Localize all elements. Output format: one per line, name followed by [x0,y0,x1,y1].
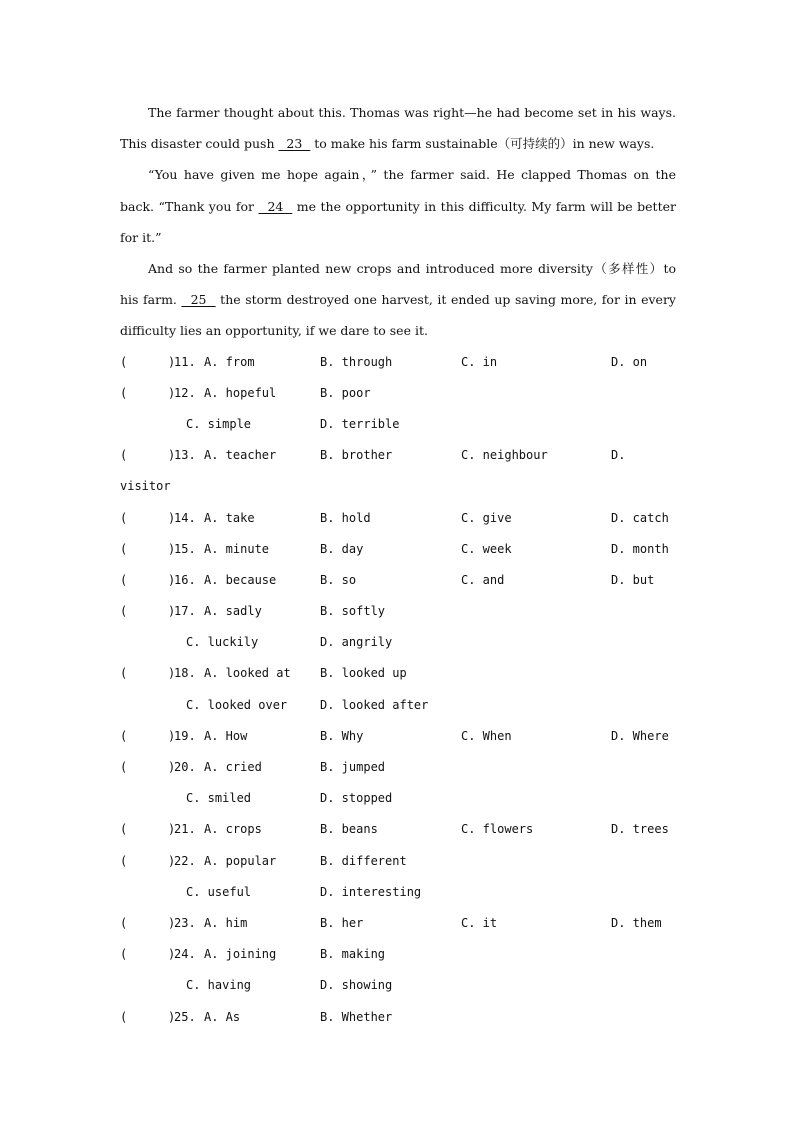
option-d: D. catch [611,511,669,525]
option-b: B. Whether [320,1010,393,1024]
passage-text: “You have given me hope again，” the farmer said. He clapped Thomas on the back. “Thank you for [120,167,676,214]
option-d: D. trees [611,822,669,836]
option-b: B. beans [320,822,378,836]
answer-paren-open: ( [120,542,128,556]
option-a: A. him [204,916,248,930]
option-d: D. showing [320,978,393,992]
passage-text: me the opportunity in this difficulty. My farm will be better for it.” [120,198,676,245]
question-22 [0,851,794,871]
question-24 [0,944,794,964]
option-d: D. but [611,573,655,587]
answer-paren-close: ) [168,760,176,774]
option-b: B. poor [320,386,371,400]
option-c: C. smiled [186,791,252,805]
option-a: A. cried [204,760,262,774]
option-c: C. simple [186,417,252,431]
question-number: 23. [174,916,196,930]
option-c: C. useful [186,885,252,899]
question-number: 17. [174,604,196,618]
option-a: A. looked at [204,666,291,680]
option-b: B. making [320,947,386,961]
answer-paren-open: ( [120,947,128,961]
option-d: D. angrily [320,635,393,649]
option-b: B. day [320,542,364,556]
question-16 [0,570,794,590]
answer-paren-open: ( [120,511,128,525]
option-a: A. popular [204,854,277,868]
option-a: A. hopeful [204,386,277,400]
option-a: A. joining [204,947,277,961]
option-d: D. stopped [320,791,393,805]
blank-24: 24 [258,198,293,214]
option-a: A. take [204,511,255,525]
option-c: C. neighbour [461,448,548,462]
question-21 [0,819,794,839]
passage-text: to make his farm sustainable（可持续的）in new ways. [310,136,655,152]
question-number: 24. [174,947,196,961]
option-c: C. week [461,542,512,556]
answer-paren-open: ( [120,760,128,774]
answer-paren-close: ) [168,604,176,618]
answer-paren-close: ) [168,947,176,961]
blank-25: 25 [181,292,216,308]
answer-paren-close: ) [168,729,176,743]
question-20-line-2 [0,788,794,808]
option-b: B. hold [320,511,371,525]
question-number: 15. [174,542,196,556]
option-a: A. because [204,573,277,587]
option-b: B. softly [320,604,386,618]
question-number: 11. [174,355,196,369]
question-13 [0,445,794,465]
option-b: B. different [320,854,407,868]
option-c: C. looked over [186,698,288,712]
answer-paren-open: ( [120,604,128,618]
answer-paren-open: ( [120,448,128,462]
option-d: D. terrible [320,417,400,431]
option-b: B. jumped [320,760,386,774]
question-15 [0,539,794,559]
question-number: 21. [174,822,196,836]
question-number: 19. [174,729,196,743]
answer-paren-close: ) [168,542,176,556]
answer-paren-close: ) [168,386,176,400]
answer-paren-close: ) [168,666,176,680]
question-17 [0,601,794,621]
question-number: 25. [174,1010,196,1024]
answer-paren-close: ) [168,916,176,930]
answer-paren-close: ) [168,448,176,462]
option-b: B. Why [320,729,364,743]
option-b: B. brother [320,448,393,462]
answer-paren-close: ) [168,511,176,525]
passage-text: And so the farmer planted new crops and introduced more diversity（多样性）to his farm. [120,261,676,308]
option-d: D. interesting [320,885,422,899]
question-12 [0,383,794,403]
answer-paren-open: ( [120,854,128,868]
question-19 [0,726,794,746]
option-b: B. so [320,573,357,587]
option-d: D. [611,448,626,462]
option-c: C. When [461,729,512,743]
option-c: C. having [186,978,252,992]
option-c: C. and [461,573,505,587]
question-13-wrap [0,476,794,496]
option-a: A. minute [204,542,270,556]
passage-text: The farmer thought about this. Thomas was right—he had become set in his ways. This disaster could push [120,105,676,152]
question-14 [0,508,794,528]
question-11 [0,352,794,372]
option-c: C. flowers [461,822,534,836]
option-a: A. teacher [204,448,277,462]
option-a: A. from [204,355,255,369]
question-12-line-2 [0,414,794,434]
question-24-line-2 [0,975,794,995]
option-b: B. her [320,916,364,930]
answer-paren-close: ) [168,822,176,836]
passage-text: the storm destroyed one harvest, it ended up saving more, for in every difficulty lies an opportunity, if we dare to see it. [120,292,676,339]
question-number: 14. [174,511,196,525]
question-number: 13. [174,448,196,462]
option-b: B. looked up [320,666,407,680]
option-a: A. As [204,1010,241,1024]
option-d: D. Where [611,729,669,743]
option-d-wrapped-text: visitor [120,479,171,493]
answer-paren-open: ( [120,1010,128,1024]
question-23 [0,913,794,933]
question-17-line-2 [0,632,794,652]
option-d: D. on [611,355,648,369]
answer-paren-open: ( [120,729,128,743]
answer-paren-open: ( [120,916,128,930]
answer-paren-open: ( [120,386,128,400]
answer-paren-open: ( [120,666,128,680]
question-20 [0,757,794,777]
answer-paren-open: ( [120,355,128,369]
question-number: 16. [174,573,196,587]
answer-paren-close: ) [168,854,176,868]
option-a: A. sadly [204,604,262,618]
option-c: C. in [461,355,498,369]
option-c: C. give [461,511,512,525]
question-18 [0,663,794,683]
option-d: D. month [611,542,669,556]
question-number: 20. [174,760,196,774]
option-d: D. them [611,916,662,930]
option-b: B. through [320,355,393,369]
blank-23: 23 [278,136,311,152]
option-c: C. luckily [186,635,259,649]
answer-paren-open: ( [120,573,128,587]
answer-paren-close: ) [168,573,176,587]
option-a: A. crops [204,822,262,836]
question-22-line-2 [0,882,794,902]
answer-paren-close: ) [168,355,176,369]
option-c: C. it [461,916,498,930]
question-number: 22. [174,854,196,868]
question-25 [0,1007,794,1027]
answer-paren-open: ( [120,822,128,836]
question-18-line-2 [0,695,794,715]
question-number: 12. [174,386,196,400]
option-a: A. How [204,729,248,743]
question-number: 18. [174,666,196,680]
option-d: D. looked after [320,698,429,712]
answer-paren-close: ) [168,1010,176,1024]
